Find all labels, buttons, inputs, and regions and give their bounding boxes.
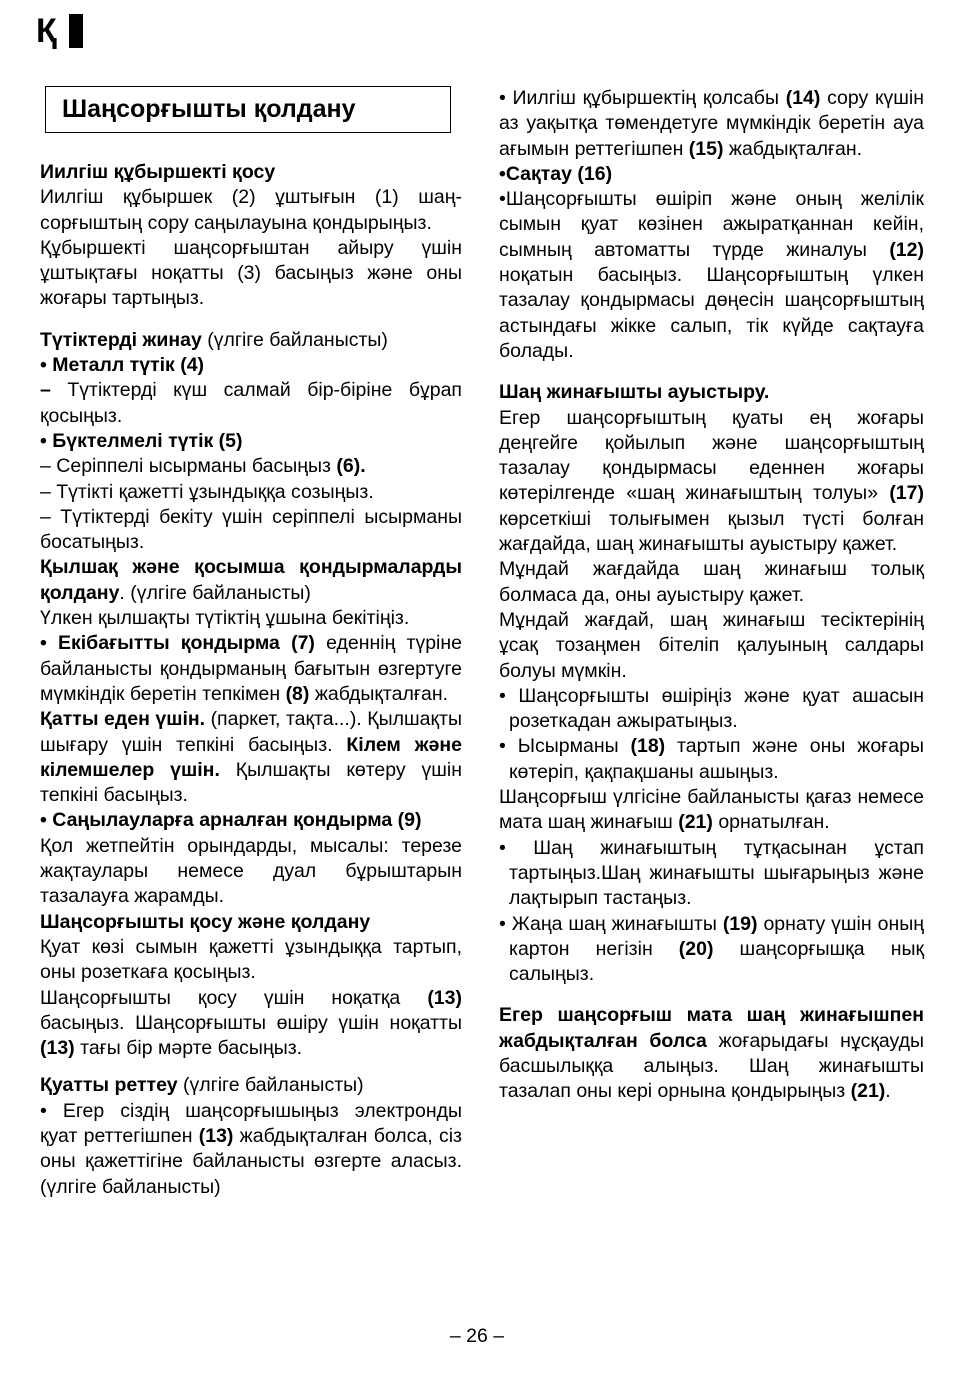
paragraph: Құбыршекті шаңсорғыштан айыру үшін ұштықтағы ноқатты (3) басыңыз және оны жоғары тартыңыз. [40,236,462,310]
page-number: – 26 – [449,1325,505,1347]
paragraph: – Түтіктерді күш салмай бір-біріне бұрап қосыңыз. [40,379,462,427]
list-item: • Ысырманы (18) тартып және оны жоғары көтеріп, қақпақшаны ашыңыз. [499,735,924,783]
language-marker [36,14,83,48]
list-item: – Серіппелі ысырманы басыңыз (6). [40,455,366,478]
paragraph: Мұндай жағдай, шаң жинағыш тесіктерінің ұсақ тозаңмен бітеліп қалуының салдары болуы мүмкін. [499,608,924,682]
paragraph-cloth-bag: Егер шаңсорғыш мата шаң жинағышпен жабдықталған болса жоғарыдағы нұсқауды басшылыққа алыңыз. Шаң жинағышты тазалап оны кері орнына қондырыңыз (21). [499,1004,924,1103]
paragraph: •Шаңсорғышты өшіріп және оның желілік сымын қуат көзінен ажыратқаннан кейін, сымның автоматты түрде жиналуы (12) ноқатын басыңыз. Шаңсорғыштың үлкен тазалау қондырмасы дөңесін шаңсорғыштың астындағы жікке салып, тік күйде сақтауға болады. [499,188,924,362]
paragraph: Үлкен қылшақты түтіктің ұшына бекітіңіз. [40,607,410,630]
paragraph: Қол жетпейтін орындарды, мысалы: терезе жақтаулары немесе дуал бұрыштарын тазалауға жарамды. [40,834,462,908]
bullet-metal-tube: • Металл түтік (4) [40,354,205,377]
page-title: Шаңсорғышты қолдану [62,94,356,123]
heading-dust-bag: Шаң жинағышты ауыстыру. [499,381,770,404]
list-item: • Шаң жинағыштың тұтқасынан ұстап тартыңыз.Шаң жинағышты шығарыңыз және лақтырып тастаңыз. [499,836,924,910]
language-bar [69,14,83,48]
paragraph: Шаңсорғышты қосу үшін ноқатқа (13) басыңыз. Шаңсорғышты өшіру үшін ноқатты (13) тағы бір мәрте басыңыз. [40,986,462,1060]
left-column [40,160,462,1200]
paragraph: • Егер сіздің шаңсорғышыңыз электронды қуат реттегішпен (13) жабдықталған болса, сіз оны қажеттігіне байланысты өзгерте аласыз. (үлгіге байланысты) [40,1099,462,1198]
heading-hose-connect: Иилгіш құбыршекті қосу [40,161,276,183]
paragraph: Шаңсорғыш үлгісіне байланысты қағаз немесе мата шаң жинағыш (21) орнатылған. [499,786,924,834]
bullet-telescopic-tube: • Бүктелмелі түтік (5) [40,429,243,452]
right-column [499,86,924,1105]
heading-power-control: Қуатты реттеу (үлгіге байланысты) [40,1074,364,1097]
paragraph: Мұндай жағдайда шаң жинағыш толық болмаса да, оны ауыстыру қажет. [499,558,924,606]
paragraph: • Иилгіш құбыршектің қолсабы (14) сору күшін аз уақытқа төмендетуге мүмкіндік беретін ауа ағымын реттегішпен (15) жабдықталған. [499,87,924,160]
paragraph: Қатты еден үшін. (паркет, тақта...). Қылшақты шығару үшін тепкіні басыңыз. Кілем және кілемшелер үшін. Қылшақты көтеру үшін тепкіні басыңыз. [40,708,463,807]
list-item: – Түтіктерді бекіту үшін серіппелі ысырманы босатыңыз. [40,505,462,554]
heading-switch-on: Шаңсорғышты қосу және қолдану [40,910,371,933]
heading-storage: •Сақтау (16) [499,162,613,185]
paragraph: Иилгіш құбыршек (2) ұштығын (1) шаң-сорғыштың сору саңылауына қондырыңыз. [40,186,462,234]
list-item: – Түтікті қажетті ұзындыққа созыңыз. [40,480,374,503]
list-item: • Шаңсорғышты өшіріңіз және қуат ашасын розеткадан ажыратыңыз. [499,684,924,733]
paragraph: Қуат көзі сымын қажетті ұзындыққа тартып, оны розеткаға қосыңыз. [40,935,462,984]
heading-tubes: Түтіктерді жинау (үлгіге байланысты) [40,328,388,351]
paragraph: Егер шаңсорғыштың қуаты ең жоғары деңгейге қойылып және шаңсорғыштың тазалау қондырмасы еденнен жоғары көтерілгенде «шаң жинағыштың толуы» (17) көрсеткіші толығымен қызыл түсті болған жағдайда, шаң жинағышты ауыстыру қажет. [499,406,924,556]
section-title-box [45,86,451,133]
bullet-crevice-nozzle: • Саңылауларға арналған қондырма (9) [40,809,422,832]
bullet-dual-nozzle: • Екібағытты қондырма (7) еденнің түріне байланысты қондырманың бағытын өзгертуге мүмкіндік беретін тепкімен (8) жабдықталған. [40,632,462,705]
language-letter: Қ [36,12,57,50]
heading-brushes: Қылшақ және қосымша қондырмаларды қолдану. (үлгіге байланысты) [40,556,462,604]
list-item: • Жаңа шаң жинағышты (19) орнату үшін оның картон негізін (20) шаңсорғышқа нық салыңыз. [499,912,925,986]
